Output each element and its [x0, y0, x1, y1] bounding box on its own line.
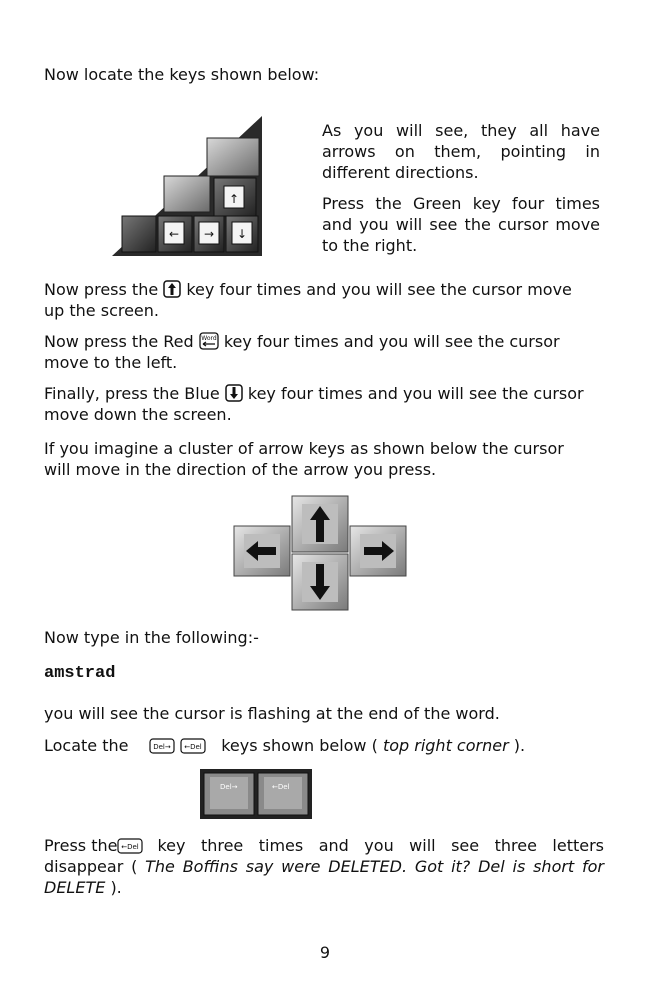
up-arrow-key-icon	[163, 280, 181, 298]
word-left-key-icon	[199, 332, 219, 350]
svg-text:↑: ↑	[228, 192, 240, 206]
imagine-paragraph: If you imagine a cluster of arrow keys as shown below the cursor will move in the direction of the arrow you press.	[44, 439, 564, 479]
svg-text:←: ←	[168, 227, 180, 241]
svg-text:Del→: Del→	[220, 783, 238, 791]
del-keys-image	[200, 769, 312, 819]
up-key-paragraph: Now press the key four times and you will see the cursor move up the screen.	[44, 280, 572, 320]
intro-text: Now locate the keys shown below:	[44, 65, 320, 84]
svg-text:↓: ↓	[236, 227, 248, 241]
svg-text:→: →	[203, 227, 215, 241]
del-left-key-icon	[180, 738, 206, 754]
del-right-key-icon	[149, 738, 175, 754]
svg-text:Word: Word	[201, 335, 217, 342]
right-arrow-key	[350, 526, 406, 576]
flashing-cursor-text: you will see the cursor is flashing at the end of the word.	[44, 704, 500, 723]
locate-del-keys-text: Locate the Del→ ←Del keys shown below ( top right corner ).	[44, 736, 526, 755]
arrow-key-cluster-image	[230, 494, 410, 614]
svg-text:←Del: ←Del	[184, 743, 202, 751]
svg-text:←Del: ←Del	[121, 842, 140, 851]
blue-key-paragraph: Finally, press the Blue key four times and you will see the cursor move down the screen.	[44, 384, 584, 424]
press-del-paragraph: Press the ←Del key three times and you will see three letters disappear ( The Boffins say were DELETED. Got it? Del is short for DELETE ).	[44, 836, 605, 897]
keyboard-corner-image	[112, 116, 262, 256]
typed-word: amstrad	[44, 664, 116, 683]
type-in-instruction: Now type in the following:-	[44, 628, 259, 647]
up-arrow-key	[292, 496, 348, 552]
del-left-key-icon	[117, 838, 143, 854]
down-arrow-key-icon	[225, 384, 243, 402]
side-paragraph-2: Press the Green key four times and you will see the cursor move to the right.	[322, 194, 600, 255]
svg-text:Del→: Del→	[153, 743, 171, 751]
left-arrow-key	[234, 526, 290, 576]
page-number: 9	[319, 943, 331, 962]
down-arrow-key	[292, 554, 348, 610]
red-key-paragraph: Now press the Red Word key four times and you will see the cursor move to the left.	[44, 332, 560, 372]
side-paragraph-1: As you will see, they all have arrows on them, pointing in different directions.	[322, 121, 600, 182]
svg-text:←Del: ←Del	[272, 783, 290, 791]
